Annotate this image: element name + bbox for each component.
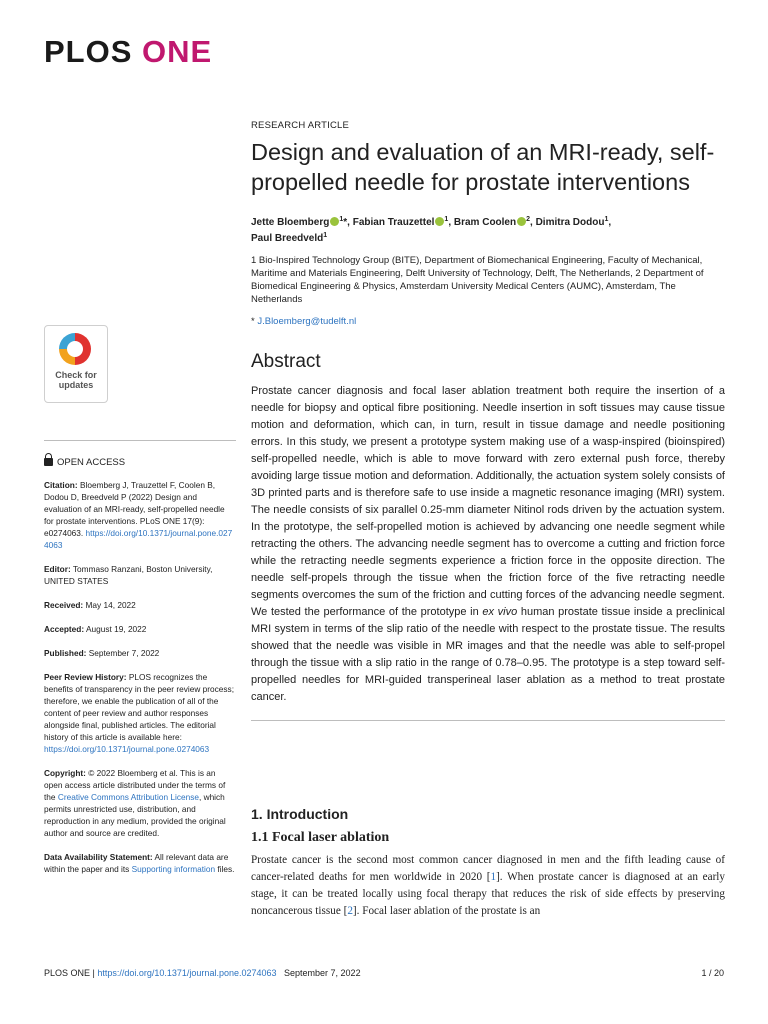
copyright-text: © 2022 Bloemberg et al. This is an open access article distributed under the terms of the	[44, 768, 226, 802]
reference-link[interactable]: 1	[490, 871, 497, 883]
published-block	[44, 647, 236, 659]
author-affil-sup: 1	[323, 232, 328, 239]
crossmark-icon	[59, 333, 91, 365]
citation-block	[44, 479, 236, 551]
accepted-date: August 19, 2022	[84, 624, 147, 634]
author-separator: ,	[448, 217, 452, 228]
author-affil-sup: 2	[526, 216, 531, 223]
citation-doi-link[interactable]: https://doi.org/10.1371/journal.pone.0274063	[44, 528, 233, 550]
section-heading: 1. Introduction	[251, 806, 349, 822]
crossmark-line: Check for	[55, 370, 97, 380]
peer-review-label: Peer Review History:	[44, 672, 127, 682]
data-availability-text: files.	[215, 864, 235, 874]
article-type: RESEARCH ARTICLE	[251, 120, 350, 131]
abstract-text	[251, 383, 725, 706]
data-availability-text: All relevant data are within the paper and its	[44, 852, 229, 874]
abstract-heading: Abstract	[251, 351, 321, 372]
copyright-text: , which permits unrestricted use, distribution, and reproduction in any medium, provided the original author and source are credited.	[44, 792, 226, 838]
peer-review-link[interactable]: https://doi.org/10.1371/journal.pone.0274063	[44, 744, 210, 754]
received-block	[44, 599, 236, 611]
abstract-part: Prostate cancer diagnosis and focal laser ablation treatment both require the insertion of a needle for biopsy and optical fibre positioning. Needle insertion in soft tissues may cause tissue motion and deformation, which can, in turn, result in tissue damage and needle positioning errors. In this study, we present a prototype system making use of a wasp-inspired (bioinspired) self-propelled needle, which is able to move forward with zero external push force, thereby avoiding large tissue motion and deformation. Additionally, the actuation system solely consists of 3D printed parts and is therefore safe to use inside a magnetic resonance imaging (MRI) system. The needle consists of six parallel 0.25-mm diameter Nitinol rods driven by the actuation system. In the prototype, the self-propelled motion is achieved by advancing one needle segment while retracting the others. The advancing needle segment has to overcome a cutting and friction force while the retracting needle segments experience a friction force in the opposite direction. The needle self-propels through the tissue when the friction force of the five retracting needle segments overcomes the sum of the friction and cutting forces of the advancing needle segment. We tested the performance of the prototype in	[251, 385, 725, 618]
article-info-sidebar	[44, 457, 236, 887]
editor-block	[44, 563, 236, 587]
corresponding-mark: *,	[343, 217, 350, 228]
editor-text: Tommaso Ranzani, Boston University, UNITED STATES	[44, 564, 213, 586]
published-date: September 7, 2022	[86, 648, 160, 658]
open-access-text: OPEN ACCESS	[57, 457, 126, 468]
footer-doi-link[interactable]: https://doi.org/10.1371/journal.pone.0274063	[97, 968, 277, 978]
author-name[interactable]: Paul Breedveld	[251, 233, 324, 244]
received-label: Received:	[44, 600, 84, 610]
sidebar-divider	[44, 440, 236, 441]
editor-label: Editor:	[44, 564, 71, 574]
logo-plos: PLOS	[44, 34, 133, 69]
author-name[interactable]: Jette Bloemberg	[251, 217, 330, 228]
accepted-block	[44, 623, 236, 635]
orcid-icon[interactable]	[517, 217, 526, 226]
copyright-block	[44, 767, 236, 839]
body-text: Prostate cancer is the second most common cancer diagnosed in men and the fifth leading cause of cancer-related deaths for men worldwide in 2020 [	[251, 854, 725, 883]
abstract-divider	[251, 720, 725, 721]
crossmark-line: updates	[58, 380, 94, 390]
corresponding-star: *	[251, 316, 255, 327]
data-availability-block	[44, 851, 236, 875]
open-access-label	[44, 457, 236, 469]
author-name[interactable]: Bram Coolen	[453, 217, 517, 228]
citation-label: Citation:	[44, 480, 78, 490]
page-number: 1 / 20	[701, 968, 724, 978]
author-affil-sup: 1	[604, 216, 609, 223]
body-text: ]. Focal laser ablation of the prostate is an	[352, 905, 541, 917]
corresponding-email-line	[251, 316, 725, 327]
open-lock-icon	[44, 458, 53, 466]
check-for-updates-badge[interactable]	[44, 325, 108, 403]
subsection-heading: 1.1 Focal laser ablation	[251, 830, 390, 845]
article-title: Design and evaluation of an MRI-ready, self-propelled needle for prostate interventions	[251, 139, 715, 195]
abstract-part: human prostate tissue inside a preclinical MRI system in terms of the slip ratio of the needle with respect to the prostate tissue. The results showed that the needle was visible in MR images and that the needle was able to self-propel through the tissue with a slip ratio in the range of 0.78–0.95. The prototype is a step toward self-propelled needles for MRI-guided transperineal laser ablation as a method to treat prostate cancer.	[251, 606, 725, 703]
page-footer	[44, 968, 724, 978]
footer-date: September 7, 2022	[276, 968, 361, 978]
corresponding-email-link[interactable]: J.Bloemberg@tudelft.nl	[257, 316, 357, 327]
received-date: May 14, 2022	[83, 600, 136, 610]
data-availability-label: Data Availability Statement:	[44, 852, 153, 862]
logo-one: ONE	[142, 34, 213, 69]
citation-text: Bloemberg J, Trauzettel F, Coolen B, Dodou D, Breedveld P (2022) Design and evaluation of an MRI-ready, self-propelled needle for prostate interventions. PLoS ONE 17(9): e0274063.	[44, 480, 225, 538]
footer-journal: PLOS ONE |	[44, 968, 98, 978]
reference-link[interactable]: 2	[347, 905, 353, 917]
copyright-label: Copyright:	[44, 768, 86, 778]
introduction-section	[251, 806, 725, 920]
abstract-italic: ex vivo	[482, 606, 518, 618]
supporting-info-link[interactable]: Supporting information	[131, 864, 216, 874]
published-label: Published:	[44, 648, 87, 658]
peer-review-block	[44, 671, 236, 755]
author-list	[251, 213, 725, 245]
accepted-label: Accepted:	[44, 624, 85, 634]
plos-one-logo[interactable]	[44, 34, 212, 70]
affiliations: 1 Bio-Inspired Technology Group (BITE), Department of Biomechanical Engineering, Faculty of Mechanical, Maritime and Materials Engineering, Delft University of Technology, Delft, The Netherlands, 2 Department of Biomedical Engineering & Physics, Amsterdam University Medical Centers (AUMC), Amsterdam, The Netherlands	[251, 255, 704, 305]
article-header	[251, 120, 725, 721]
intro-paragraph	[251, 852, 725, 920]
orcid-icon[interactable]	[330, 217, 339, 226]
author-name[interactable]: Dimitra Dodou	[535, 217, 605, 228]
peer-review-text: PLOS recognizes the benefits of transparency in the peer review process; therefore, we enable the publication of all of the content of peer review and author responses alongside final, published articles. The editorial history of this article is available here:	[44, 672, 235, 742]
crossmark-label	[45, 370, 107, 390]
author-affil-sup: 1	[444, 216, 449, 223]
author-separator: ,	[530, 217, 533, 228]
author-separator: ,	[608, 217, 612, 228]
license-link[interactable]: Creative Commons Attribution License	[57, 792, 199, 802]
author-name[interactable]: Fabian Trauzettel	[352, 217, 435, 228]
author-affil-sup: 1	[339, 216, 344, 223]
body-text: ]. When prostate cancer is diagnosed at an early stage, it can be treated locally using focal therapy that reduces the risk of side effects by preserving noncancerous tissue [	[251, 871, 725, 917]
